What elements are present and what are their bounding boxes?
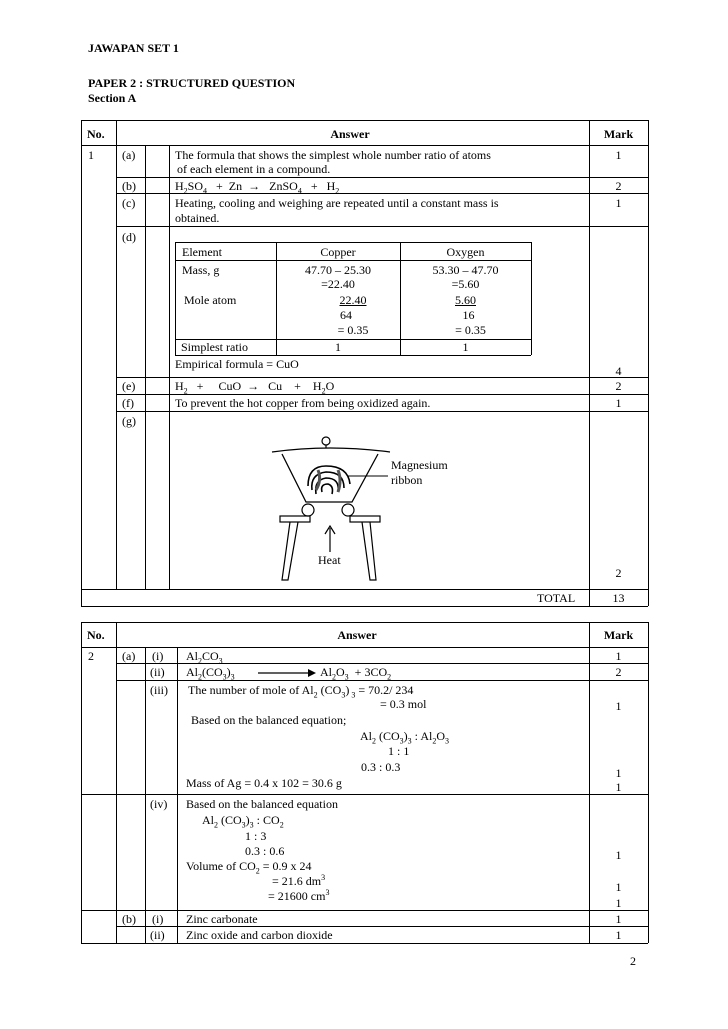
- diagram-label-magnesium: Magnesium: [391, 458, 448, 472]
- cell-value: 47.70 – 25.30: [305, 263, 371, 277]
- part-label: (g): [122, 414, 136, 428]
- crucible-lid: [272, 448, 390, 452]
- answer-text: Zinc carbonate: [186, 912, 258, 926]
- col-header-no: No.: [87, 127, 105, 141]
- mark-value: 1: [615, 699, 622, 713]
- formula: $Al_2CO_3$: [186, 649, 223, 666]
- tripod-top-right: [350, 516, 380, 522]
- mark-value: 1: [615, 148, 622, 162]
- col-header-answer: Answer: [337, 628, 377, 642]
- cell-value: 64: [340, 308, 352, 322]
- paper-title: PAPER 2 : STRUCTURED QUESTION: [88, 76, 296, 90]
- col-header-mark: Mark: [603, 628, 634, 642]
- answer-text: To prevent the hot copper from being oxidized again.: [175, 396, 431, 410]
- mark-value: 1: [615, 396, 622, 410]
- cell-value: = 0.35: [337, 323, 369, 337]
- table-head-oxygen: Oxygen: [446, 245, 485, 259]
- calc-line: Based on the balanced equation: [186, 797, 338, 811]
- calc-line: Based on the balanced equation;: [191, 713, 347, 727]
- calc-line: 0.3 : 0.3: [361, 760, 401, 774]
- calc-line: $Al_2$ $(CO_3)_3$ : $CO_2$: [202, 813, 284, 830]
- pipeclay-left: [302, 504, 314, 516]
- cell-value: 16: [462, 308, 475, 322]
- reaction-arrow: [258, 668, 318, 678]
- subpart-label: (iii): [150, 683, 168, 697]
- col-header-no: No.: [87, 628, 105, 642]
- part-label: (f): [122, 396, 134, 410]
- cell-value: 1: [462, 340, 469, 354]
- mark-value: 1: [615, 780, 622, 794]
- set-title: JAWAPAN SET 1: [88, 41, 179, 55]
- col-header-answer: Answer: [330, 127, 370, 141]
- empirical-formula: Empirical formula = CuO: [175, 357, 299, 371]
- part-label: (b): [122, 179, 136, 193]
- answer-text: obtained.: [175, 211, 220, 225]
- row-label-mass: Mass, g: [182, 263, 220, 277]
- part-label: (c): [122, 196, 136, 210]
- mark-value: 4: [615, 364, 622, 378]
- mark-value: 2: [615, 179, 622, 193]
- calc-line: = 0.3 mol: [380, 697, 427, 711]
- formula: $Al_2O_3 + 3CO_2$: [320, 665, 392, 682]
- part-label: (d): [122, 230, 136, 244]
- calc-line: Mass of Ag = 0.4 x 102 = 30.6 g: [186, 776, 342, 790]
- tripod-leg-left: [282, 522, 298, 580]
- chemical-equation: $H_2$ + CuO → Cu + $H_2O$: [175, 379, 335, 396]
- mark-value: 1: [615, 196, 622, 210]
- mark-value: 1: [615, 649, 622, 663]
- mark-value: 1: [615, 928, 622, 942]
- cell-value: =22.40: [321, 277, 355, 291]
- table-head-copper: Copper: [320, 245, 356, 259]
- answer-text: of each element in a compound.: [177, 162, 331, 176]
- answer-text: Zinc oxide and carbon dioxide: [186, 928, 333, 942]
- mark-value: 2: [615, 379, 622, 393]
- pipeclay-right: [342, 504, 354, 516]
- part-label: (e): [122, 379, 136, 393]
- part-label: (a): [122, 649, 136, 663]
- mark-value: 1: [615, 912, 622, 926]
- magnesium-ribbon-coil: [308, 466, 350, 494]
- cell-value: 53.30 – 47.70: [432, 263, 499, 277]
- table-head-element: Element: [182, 245, 222, 259]
- diagram-label-ribbon: ribbon: [391, 473, 423, 487]
- tripod-leg-right: [362, 522, 376, 580]
- calc-line: 1 : 3: [245, 829, 267, 843]
- answer-text: The formula that shows the simplest whole number ratio of atoms: [175, 148, 491, 162]
- col-header-mark: Mark: [603, 127, 634, 141]
- answer-text: Heating, cooling and weighing are repeated until a constant mass is: [175, 196, 499, 210]
- cell-value: 5.60: [455, 293, 476, 307]
- mark-value: 2: [615, 665, 622, 679]
- calc-line: 1 : 1: [388, 744, 410, 758]
- mark-value: 1: [615, 848, 622, 862]
- calc-line: = 21.6 $dm^3$: [272, 873, 326, 888]
- cell-value: =5.60: [451, 277, 480, 291]
- mark-value: 1: [615, 766, 622, 780]
- subpart-label: (i): [152, 912, 164, 926]
- chemical-equation: $H_2SO_4$ + Zn → ZnSO$_4$ + $H_2$: [175, 179, 340, 196]
- section-title: Section A: [88, 91, 137, 105]
- mark-value: 2: [615, 566, 622, 580]
- calc-line: $Al_2$ $(CO_3)_3$ : $Al_2O_3$: [360, 729, 450, 746]
- row-label-mole: Mole atom: [184, 293, 237, 307]
- part-label: (b): [122, 912, 136, 926]
- mark-value: 1: [615, 896, 622, 910]
- formula: $Al_2(CO_3)_3$: [186, 665, 235, 682]
- subpart-label: (iv): [150, 797, 168, 811]
- subpart-label: (ii): [150, 665, 165, 679]
- mark-value: 1: [615, 880, 622, 894]
- calc-line: = 21600 $cm^3$: [268, 888, 330, 903]
- calc-line: Volume of $CO_2 = 0.9$ x 24: [186, 859, 312, 876]
- question-number: 1: [88, 148, 94, 162]
- subpart-label: (ii): [150, 928, 165, 942]
- total-mark: 13: [612, 591, 625, 605]
- calc-line: 0.3 : 0.6: [245, 844, 285, 858]
- page-number: 2: [630, 954, 636, 968]
- diagram-label-heat: Heat: [318, 553, 341, 567]
- cell-value: = 0.35: [455, 323, 486, 337]
- calc-line: The number of mole of $Al_2$ $(CO_3) _3 = 70.2/$ 234: [188, 683, 414, 700]
- total-label: TOTAL: [537, 591, 576, 605]
- row-label-ratio: Simplest ratio: [181, 340, 248, 354]
- lid-knob: [322, 437, 330, 445]
- tripod-top-left: [280, 516, 310, 522]
- cell-value: 22.40: [339, 293, 367, 307]
- question-number: 2: [88, 649, 94, 663]
- subpart-label: (i): [152, 649, 164, 663]
- cell-value: 1: [335, 340, 341, 354]
- part-label: (a): [122, 148, 136, 162]
